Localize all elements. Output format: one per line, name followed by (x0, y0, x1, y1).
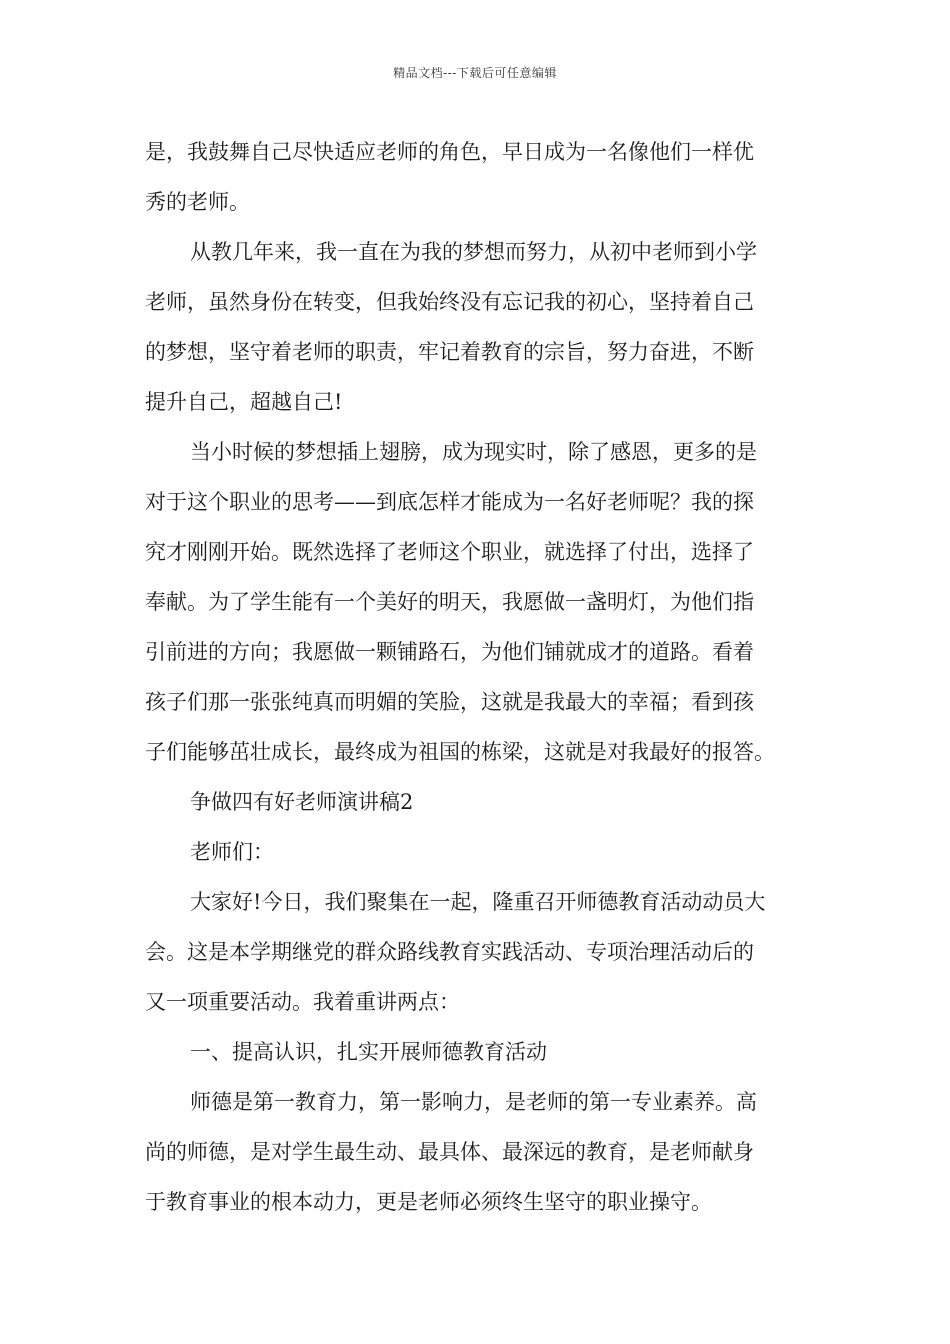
text-line: 的梦想，坚守着老师的职责，牢记着教育的宗旨，努力奋进，不断 (145, 340, 754, 364)
text-line: 老师，虽然身份在转变，但我始终没有忘记我的初心，坚持着自己 (145, 290, 754, 314)
text-line: 大家好!今日，我们聚集在一起，隆重召开师德教育活动动员大 (190, 890, 766, 914)
text-line: 究才刚刚开始。既然选择了老师这个职业，就选择了付出，选择了 (145, 540, 754, 564)
text-line: 子们能够茁壮成长，最终成为祖国的栋梁，这就是对我最好的报答。 (145, 740, 775, 764)
text-line: 从教几年来，我一直在为我的梦想而努力，从初中老师到小学 (190, 240, 757, 264)
text-line: 引前进的方向；我愿做一颗铺路石，为他们铺就成才的道路。看着 (145, 640, 754, 664)
document-body (145, 127, 807, 1227)
text-line: 尚的师德，是对学生最生动、最具体、最深远的教育，是老师献身 (145, 1140, 754, 1164)
text-line: 提升自己，超越自己! (145, 390, 343, 414)
text-line: 当小时候的梦想插上翅膀，成为现实时，除了感恩，更多的是 (190, 440, 757, 464)
text-line: 对于这个职业的思考——到底怎样才能成为一名好老师呢？我的探 (145, 490, 754, 514)
text-line: 会。这是本学期继党的群众路线教育实践活动、专项治理活动后的 (145, 940, 754, 964)
text-line: 一、提高认识，扎实开展师德教育活动 (190, 1040, 547, 1064)
page-header: 精品文档---下载后可任意编辑 (393, 66, 557, 80)
text-line: 老师们： (190, 840, 274, 864)
text-line: 奉献。为了学生能有一个美好的明天，我愿做一盏明灯，为他们指 (145, 590, 754, 614)
text-line: 争做四有好老师演讲稿2 (190, 790, 414, 814)
text-line: 是，我鼓舞自己尽快适应老师的角色，早日成为一名像他们一样优 (145, 140, 754, 164)
text-line: 师德是第一教育力，第一影响力，是老师的第一专业素养。高 (190, 1090, 757, 1114)
text-line: 秀的老师。 (145, 190, 250, 214)
text-line: 于教育事业的根本动力，更是老师必须终生坚守的职业操守。 (145, 1190, 712, 1214)
text-line: 孩子们那一张张纯真而明媚的笑脸，这就是我最大的幸福；看到孩 (145, 690, 754, 714)
text-line: 又一项重要活动。我着重讲两点： (145, 990, 460, 1014)
